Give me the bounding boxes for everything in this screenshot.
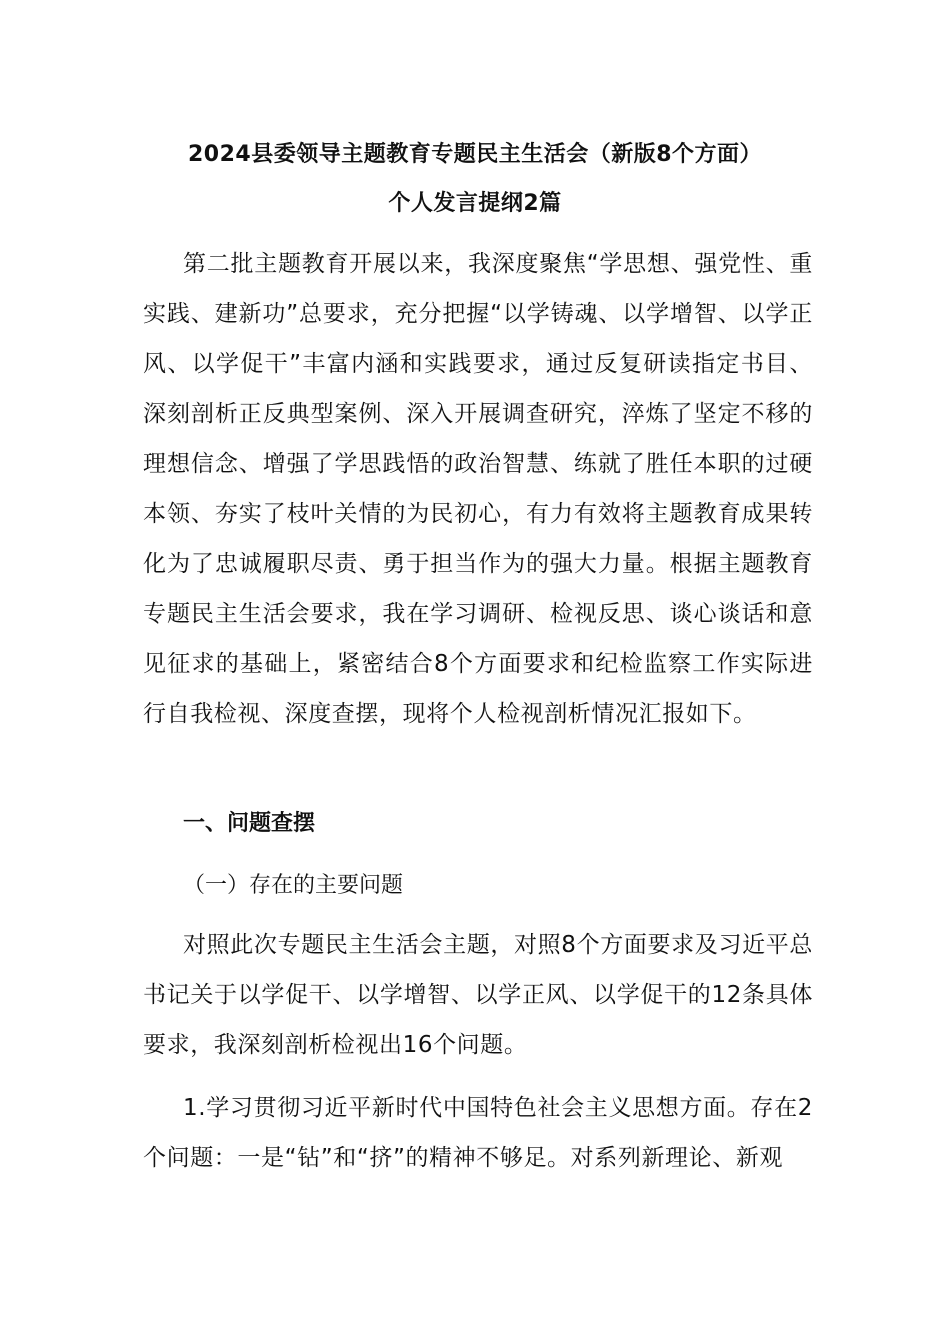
intro-paragraph: 第二批主题教育开展以来，我深度聚焦“学思想、强党性、重实践、建新功”总要求，充分把握“以学铸魂、以学增智、以学正风、以学促干”丰富内涵和实践要求，通过反复研读指定书目、深刻剖析正反典型案例、深入开展调查研究，淬炼了坚定不移的理想信念、增强了学思践悟的政治智慧、练就了胜任本职的过硬本领、夯实了枝叶关情的为民初心，有力有效将主题教育成果转化为了忠诚履职尽责、勇于担当作为的强大力量。根据主题教育专题民主生活会要求，我在学习调研、检视反思、谈心谈话和意见征求的基础上，紧密结合8个方面要求和纪检监察工作实际进行自我检视、深度查摆，现将个人检视剖析情况汇报如下。 (143, 251, 813, 727)
item-1-paragraph: 1.学习贯彻习近平新时代中国特色社会主义思想方面。存在2个问题：一是“钻”和“挤”的精神不够足。对系列新理论、新观 (143, 1095, 813, 1171)
document-title-line-2: 个人发言提纲2篇 (388, 191, 562, 216)
section-heading-problems: 一、问题查摆 (183, 811, 316, 836)
document-title-line-1: 2024县委领导主题教育专题民主生活会（新版8个方面） (187, 142, 763, 167)
subsection-heading-main-problems: （一）存在的主要问题 (183, 873, 404, 898)
problems-intro-paragraph: 对照此次专题民主生活会主题，对照8个方面要求及习近平总书记关于以学促干、以学增智、以学正风、以学促干的12条具体要求，我深刻剖析检视出16个问题。 (143, 932, 813, 1058)
